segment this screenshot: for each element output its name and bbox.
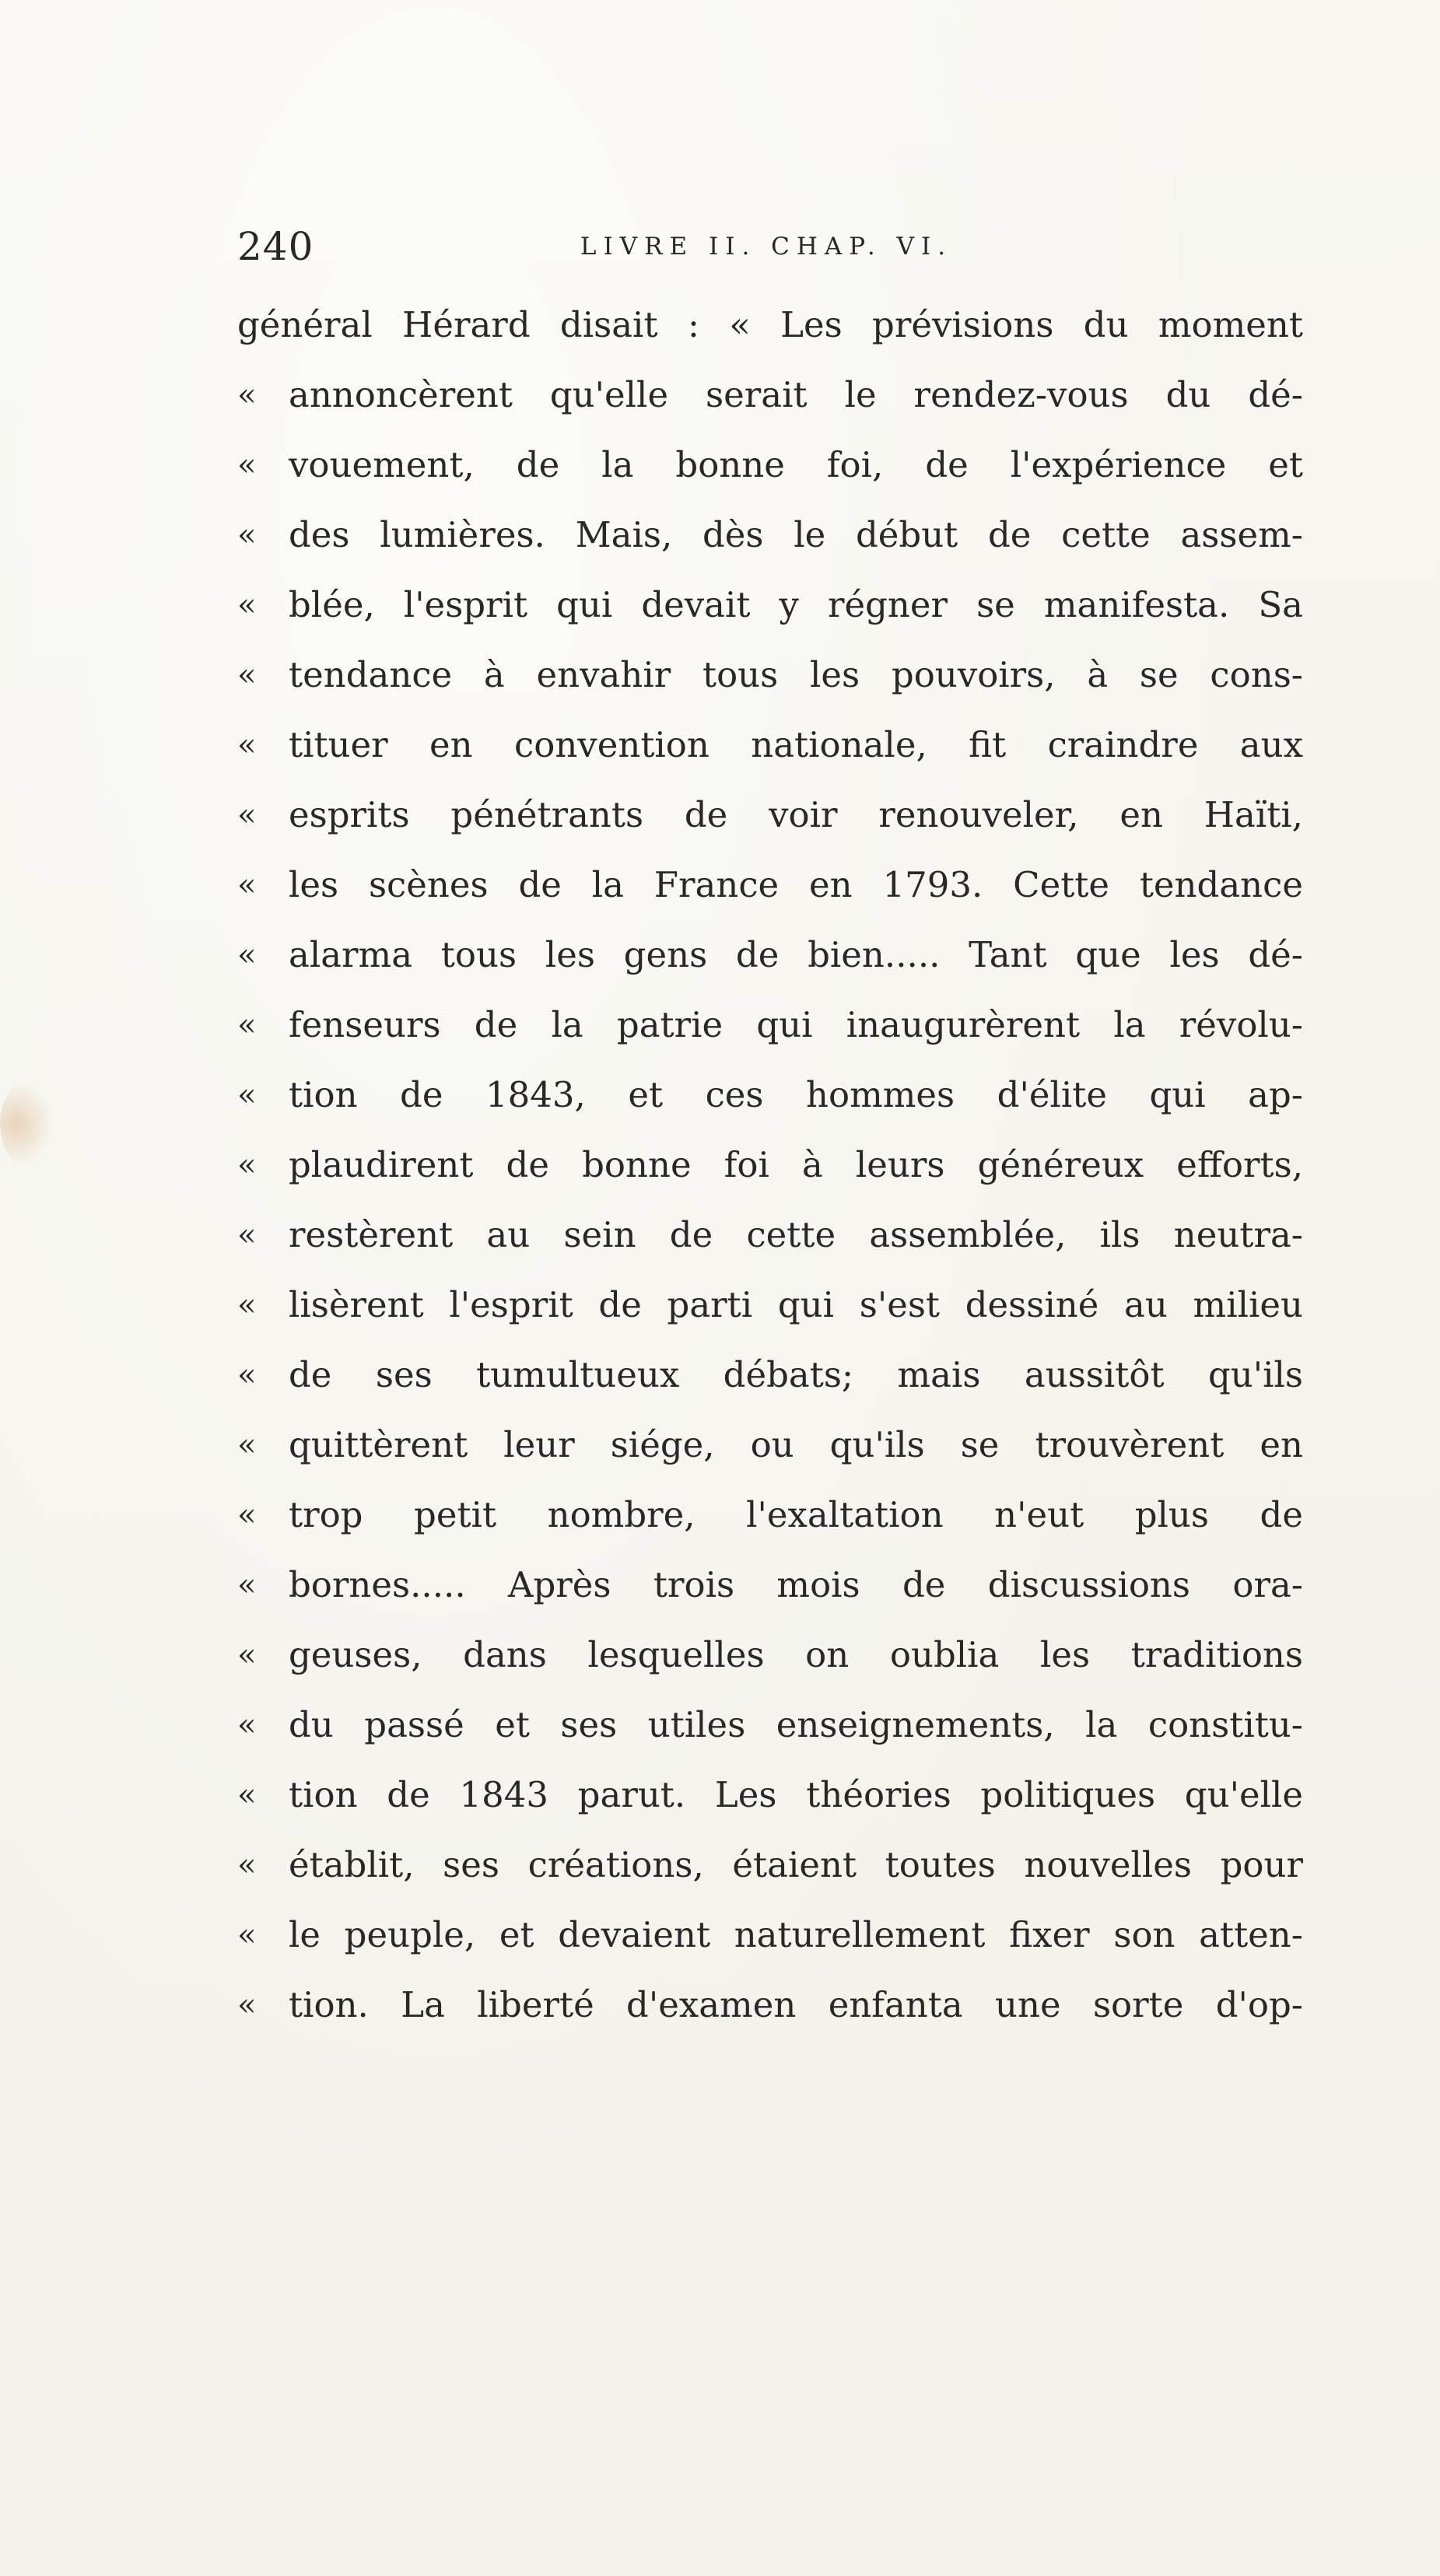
text-line — [237, 1200, 1303, 1270]
text-line — [237, 1410, 1303, 1480]
quote-mark: « — [237, 447, 257, 483]
text-line-content: trop petit nombre, l'exaltation n'eut plus de — [289, 1494, 1303, 1535]
text-line-content: plaudirent de bonne foi à leurs généreux efforts, — [289, 1144, 1303, 1185]
text-line-content: alarma tous les gens de bien..... Tant que les dé- — [289, 934, 1303, 975]
text-line — [237, 640, 1303, 710]
text-line — [237, 1900, 1303, 1970]
quote-mark: « — [237, 1497, 257, 1533]
text-line — [237, 1270, 1303, 1340]
text-line — [237, 430, 1303, 500]
text-line — [237, 1970, 1303, 2040]
quote-mark: « — [237, 1007, 257, 1043]
text-line-content: de ses tumultueux débats; mais aussitôt qu'ils — [289, 1354, 1303, 1395]
quote-mark: « — [237, 1987, 257, 2023]
quote-mark: « — [237, 657, 257, 693]
text-line-content: geuses, dans lesquelles on oublia les traditions — [289, 1634, 1303, 1675]
quote-mark: « — [237, 867, 257, 903]
text-line-content: vouement, de la bonne foi, de l'expérience et — [289, 444, 1303, 485]
text-line-content: tion de 1843 parut. Les théories politiques qu'elle — [289, 1774, 1303, 1815]
quote-mark: « — [237, 1917, 257, 1953]
text-line — [237, 990, 1303, 1060]
text-line — [237, 1830, 1303, 1900]
text-line — [237, 360, 1303, 430]
quote-mark: « — [237, 1357, 257, 1393]
text-line — [237, 1550, 1303, 1620]
quote-mark: « — [237, 727, 257, 763]
text-line-content: fenseurs de la patrie qui inaugurèrent la révolu- — [289, 1004, 1303, 1045]
text-line — [237, 850, 1303, 920]
quote-mark: « — [237, 1567, 257, 1603]
text-line — [237, 570, 1303, 640]
text-line — [237, 1690, 1303, 1760]
quote-mark: « — [237, 1427, 257, 1463]
body-text — [237, 290, 1303, 2040]
quote-mark: « — [237, 1287, 257, 1323]
running-head: LIVRE II. CHAP. VI. — [580, 233, 953, 261]
text-line-content: restèrent au sein de cette assemblée, ils neutra- — [289, 1214, 1303, 1255]
text-line-content: du passé et ses utiles enseignements, la constitu- — [289, 1704, 1303, 1745]
text-line-content: tendance à envahir tous les pouvoirs, à se cons- — [289, 654, 1303, 695]
text-line-content: le peuple, et devaient naturellement fixer son atten- — [289, 1914, 1303, 1955]
quote-mark: « — [237, 377, 257, 413]
text-line — [237, 1060, 1303, 1130]
text-line-content: quittèrent leur siége, ou qu'ils se trouvèrent en — [289, 1424, 1303, 1465]
text-line-content: lisèrent l'esprit de parti qui s'est dessiné au milieu — [289, 1284, 1303, 1325]
text-line-content: général Hérard disait : « Les prévisions du moment — [237, 304, 1303, 345]
text-line — [237, 780, 1303, 850]
quote-mark: « — [237, 1777, 257, 1813]
text-line — [237, 1480, 1303, 1550]
quote-mark: « — [237, 1147, 257, 1183]
paper-stain — [0, 1081, 54, 1167]
quote-mark: « — [237, 1847, 257, 1883]
text-line — [237, 920, 1303, 990]
text-line-content: esprits pénétrants de voir renouveler, en Haïti, — [289, 794, 1303, 835]
text-line — [237, 1620, 1303, 1690]
text-line — [237, 1130, 1303, 1200]
text-line-content: tituer en convention nationale, fit craindre aux — [289, 724, 1303, 765]
text-line-content: blée, l'esprit qui devait y régner se manifesta. Sa — [289, 584, 1303, 625]
quote-mark: « — [237, 937, 257, 973]
quote-mark: « — [237, 587, 257, 623]
text-line-content: des lumières. Mais, dès le début de cette assem- — [289, 514, 1303, 555]
text-line — [237, 1340, 1303, 1410]
quote-mark: « — [237, 797, 257, 833]
text-line-content: établit, ses créations, étaient toutes nouvelles pour — [289, 1844, 1303, 1885]
page-header — [237, 212, 1303, 282]
quote-mark: « — [237, 1637, 257, 1673]
quote-mark: « — [237, 1077, 257, 1113]
text-line-content: annoncèrent qu'elle serait le rendez-vous du dé- — [289, 374, 1303, 415]
text-line — [237, 500, 1303, 570]
text-line-content: les scènes de la France en 1793. Cette tendance — [289, 864, 1303, 905]
text-line — [237, 710, 1303, 780]
quote-mark: « — [237, 1217, 257, 1253]
text-line — [237, 1760, 1303, 1830]
text-line-content: tion de 1843, et ces hommes d'élite qui ap- — [289, 1074, 1303, 1115]
quote-mark: « — [237, 517, 257, 553]
text-line — [237, 290, 1303, 360]
text-line-content: tion. La liberté d'examen enfanta une sorte d'op- — [289, 1984, 1303, 2025]
text-line-content: bornes..... Après trois mois de discussions ora- — [289, 1564, 1303, 1605]
page-number: 240 — [237, 224, 314, 269]
quote-mark: « — [237, 1707, 257, 1743]
